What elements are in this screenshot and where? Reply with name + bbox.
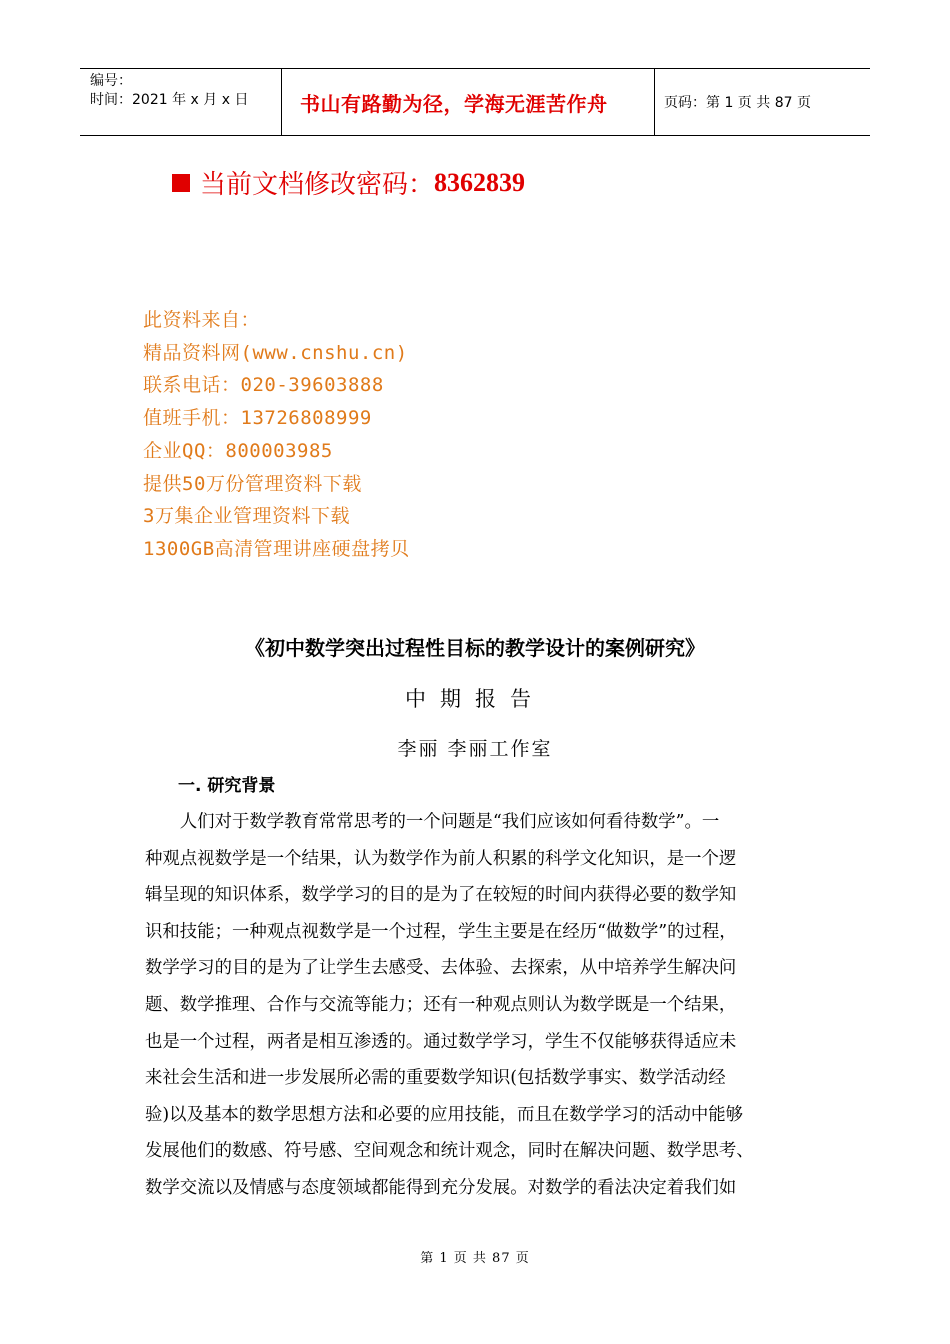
document-author: 李丽 李丽工作室: [397, 738, 553, 760]
body-paragraph: [145, 804, 825, 1207]
header-time-label: 时间：2021 年 x 月 x 日: [90, 92, 249, 108]
source-line: 1300GB高清管理讲座硬盘拷贝: [143, 537, 410, 560]
body-line: 验)以及基本的数学思想方法和必要的应用技能，而且在数学学习的活动中能够: [145, 1104, 744, 1125]
source-line: 提供50万份管理资料下载: [143, 472, 362, 495]
header-bottom-rule: [80, 135, 870, 136]
body-line: 也是一个过程，两者是相互渗透的。通过数学学习，学生不仅能够获得适应未: [145, 1031, 737, 1052]
source-line: 3万集企业管理资料下载: [143, 505, 350, 528]
password-code: 8362839: [434, 167, 526, 197]
body-line: 种观点视数学是一个结果，认为数学作为前人积累的科学文化知识，是一个逻: [145, 848, 737, 869]
source-line: 精品资料网(www.cnshu.cn): [143, 341, 408, 364]
body-line: 辑呈现的知识体系，数学学习的目的是为了在较短的时间内获得必要的数学知: [145, 885, 737, 906]
document-subtitle: 中期报告: [405, 687, 545, 711]
body-line: 来社会生活和进一步发展所必需的重要数学知识(包括数学事实、数学活动经: [145, 1068, 726, 1089]
header-divider-left: [281, 68, 282, 136]
password-label: 当前文档修改密码：: [200, 170, 435, 200]
body-line: 数学学习的目的是为了让学生去感受、去体验、去探索，从中培养学生解决问: [145, 958, 737, 979]
source-line: 联系电话：020-39603888: [143, 374, 384, 397]
header-page-info: 页码：第 1 页 共 87 页: [664, 95, 811, 111]
header-number-label: 编号：: [90, 73, 132, 89]
source-line: 值班手机：13726808999: [143, 407, 372, 430]
password-line: [172, 164, 525, 201]
header-divider-right: [654, 68, 655, 136]
document-title: 《初中数学突出过程性目标的教学设计的案例研究》: [245, 636, 705, 660]
square-bullet-icon: [172, 174, 190, 192]
page-footer: 第 1 页 共 87 页: [420, 1251, 530, 1266]
header-top-rule: [80, 68, 870, 69]
body-line: 发展他们的数感、符号感、空间观念和统计观念，同时在解决问题、数学思考、: [145, 1141, 754, 1162]
body-line: 数学交流以及情感与态度领域都能得到充分发展。对数学的看法决定着我们如: [145, 1177, 737, 1198]
source-info-block: [143, 304, 410, 566]
header-motto: 书山有路勤为径，学海无涯苦作舟: [300, 92, 608, 116]
source-line: 此资料来自：: [143, 309, 261, 331]
source-line: 企业QQ：800003985: [143, 439, 333, 462]
section-heading: 一. 研究背景: [178, 776, 276, 796]
body-line: 识和技能；一种观点视数学是一个过程，学生主要是在经历“做数学”的过程，: [145, 921, 737, 942]
body-line: 题、数学推理、合作与交流等能力；还有一种观点则认为数学既是一个结果，: [145, 994, 737, 1015]
body-line: 人们对于数学教育常常思考的一个问题是“我们应该如何看待数学”。一: [145, 812, 720, 832]
